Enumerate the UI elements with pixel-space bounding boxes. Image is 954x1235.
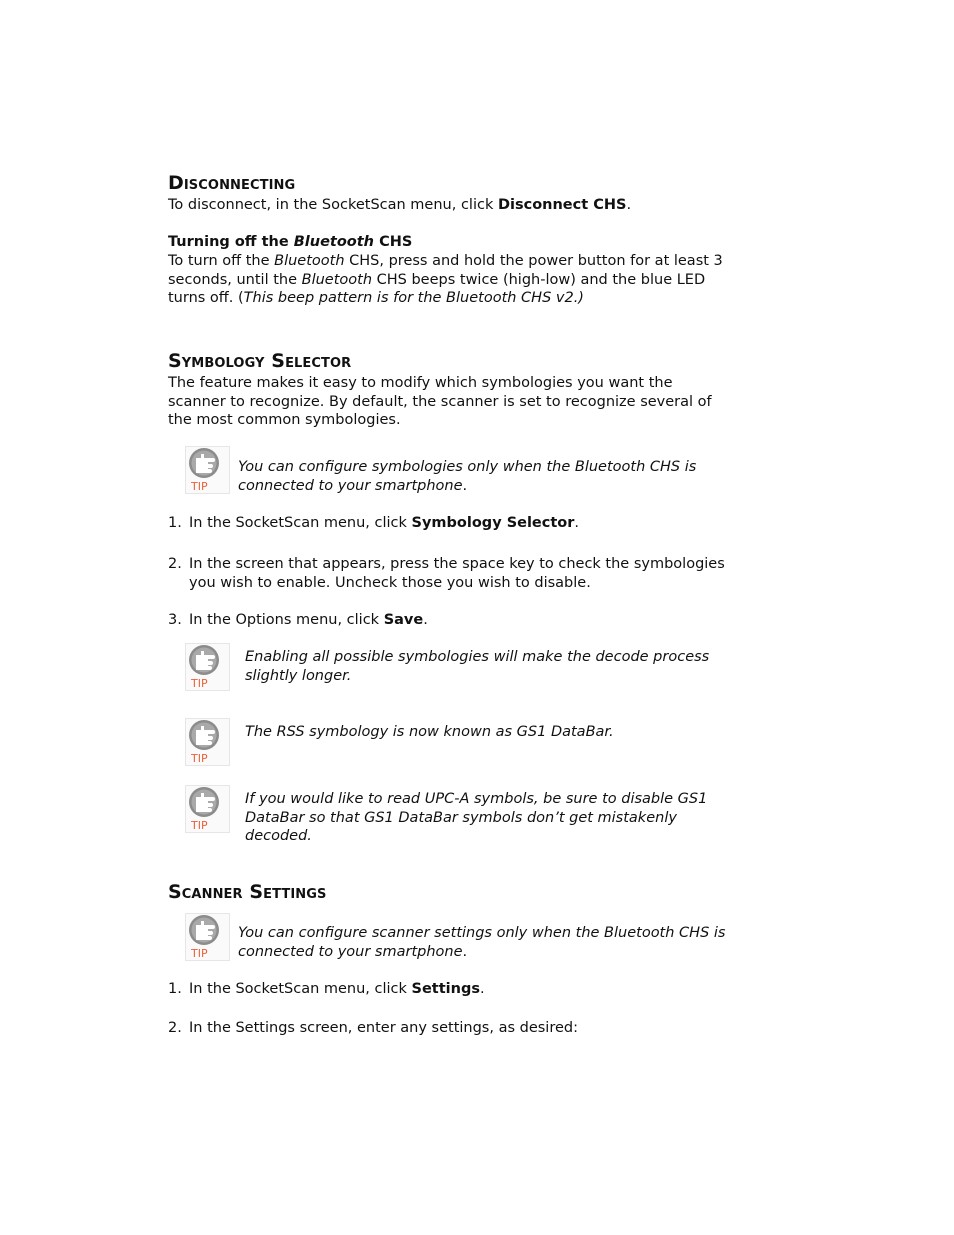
disconnect-instruction: To disconnect, in the SocketScan menu, click Disconnect CHS. <box>168 197 632 213</box>
pointing-hand-icon <box>185 913 231 961</box>
settings-step-2: 2. In the Settings screen, enter any settings, as desired: <box>168 1020 578 1036</box>
tip-note-4: If you would like to read UPC-A symbols, be sure to disable GS1 DataBar so that GS1 DataBar symbols don’t get mistakenly decoded. <box>245 791 708 845</box>
pointing-hand-icon <box>185 785 231 833</box>
settings-step-1: 1. In the SocketScan menu, click Settings. <box>168 981 485 997</box>
tip-icon-3 <box>185 718 231 766</box>
tip-icon-4 <box>185 785 231 833</box>
tip-label: TIP <box>191 752 208 765</box>
tip-label: TIP <box>191 819 208 832</box>
turning-off-instruction: To turn off the Bluetooth CHS, press and hold the power button for at least 3 seconds, until the Bluetooth CHS beeps twice (high-low) and the blue LED turns off. (This beep pattern is for the Bluetooth CHS v2.) <box>168 253 723 307</box>
tip-note-5: You can configure scanner settings only when the Bluetooth CHS is connected to your smartphone. <box>238 925 726 960</box>
section-heading-scanner-settings: Scanner Settings <box>168 881 327 903</box>
symbology-step-1: 1. In the SocketScan menu, click Symbology Selector. <box>168 515 580 531</box>
tip-label: TIP <box>191 480 208 493</box>
tip-note-1: You can configure symbologies only when the Bluetooth CHS is connected to your smartphone. <box>238 459 697 494</box>
subheading-turning-off: Turning off the Bluetooth CHS <box>168 234 413 250</box>
tip-note-3: The RSS symbology is now known as GS1 DataBar. <box>245 724 614 740</box>
tip-label: TIP <box>191 677 208 690</box>
symbology-intro: The feature makes it easy to modify which symbologies you want the scanner to recognize. By default, the scanner is set to recognize several of the most common symbologies. <box>168 375 712 429</box>
tip-icon-5 <box>185 913 231 961</box>
tip-icon-1 <box>185 446 231 494</box>
tip-label: TIP <box>191 947 208 960</box>
section-heading-symbology-selector: Symbology Selector <box>168 350 352 372</box>
pointing-hand-icon <box>185 446 231 494</box>
tip-note-2: Enabling all possible symbologies will make the decode process slightly longer. <box>245 649 710 684</box>
symbology-step-3: 3. In the Options menu, click Save. <box>168 612 428 628</box>
symbology-step-2: 2. In the screen that appears, press the space key to check the symbologies you wish to enable. Uncheck those you wish to disable. <box>168 556 725 591</box>
pointing-hand-icon <box>185 718 231 766</box>
tip-icon-2 <box>185 643 231 691</box>
pointing-hand-icon <box>185 643 231 691</box>
section-heading-disconnecting: Disconnecting <box>168 172 296 194</box>
